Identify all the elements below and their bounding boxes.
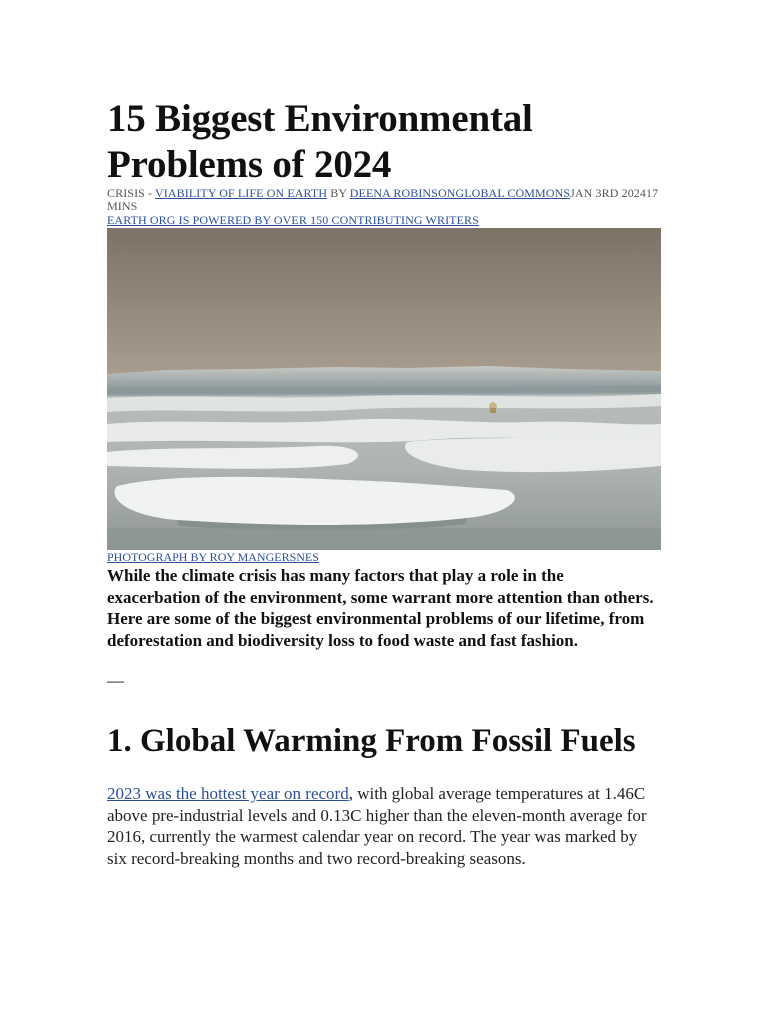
powered-by xyxy=(107,213,663,227)
author-link[interactable]: DEENA ROBINSONGLOBAL COMMONS xyxy=(349,186,571,200)
category-label: CRISIS - xyxy=(107,186,156,200)
hottest-year-link[interactable]: 2023 was the hottest year on record xyxy=(107,784,349,803)
section-paragraph xyxy=(107,783,652,869)
section-heading: 1. Global Warming From Fossil Fuels xyxy=(107,723,636,759)
date-read-label: JAN 3RD 202417 MINS xyxy=(107,186,659,213)
photo-credit-link[interactable]: PHOTOGRAPH BY ROY MANGERSNES xyxy=(107,550,319,564)
topic-link[interactable]: VIABILITY OF LIFE ON EARTH xyxy=(155,186,328,200)
photo-credit xyxy=(107,550,663,564)
article-intro: While the climate crisis has many factors that play a role in the exacerbation of the environment, some warrant more attention than others. Here are some of the biggest environmental problems of our lifetime, from deforestation and biodiversity loss to food waste and fast fashion. xyxy=(107,566,654,650)
article xyxy=(107,96,663,869)
by-label: BY xyxy=(327,186,350,200)
divider: — xyxy=(107,671,124,690)
section-text: , with global average temperatures at 1.46C above pre-industrial levels and 0.13C higher than the eleven-month average for 2016, currently the warmest calendar year on record. The year was marked by six record-breaking months and two record-breaking seasons. xyxy=(107,784,647,868)
hero-photo xyxy=(107,228,661,550)
article-meta xyxy=(107,187,663,213)
powered-by-link[interactable]: EARTH ORG IS POWERED BY OVER 150 CONTRIBUTING WRITERS xyxy=(107,213,479,227)
article-title: 15 Biggest Environmental Problems of 2024 xyxy=(107,97,533,186)
